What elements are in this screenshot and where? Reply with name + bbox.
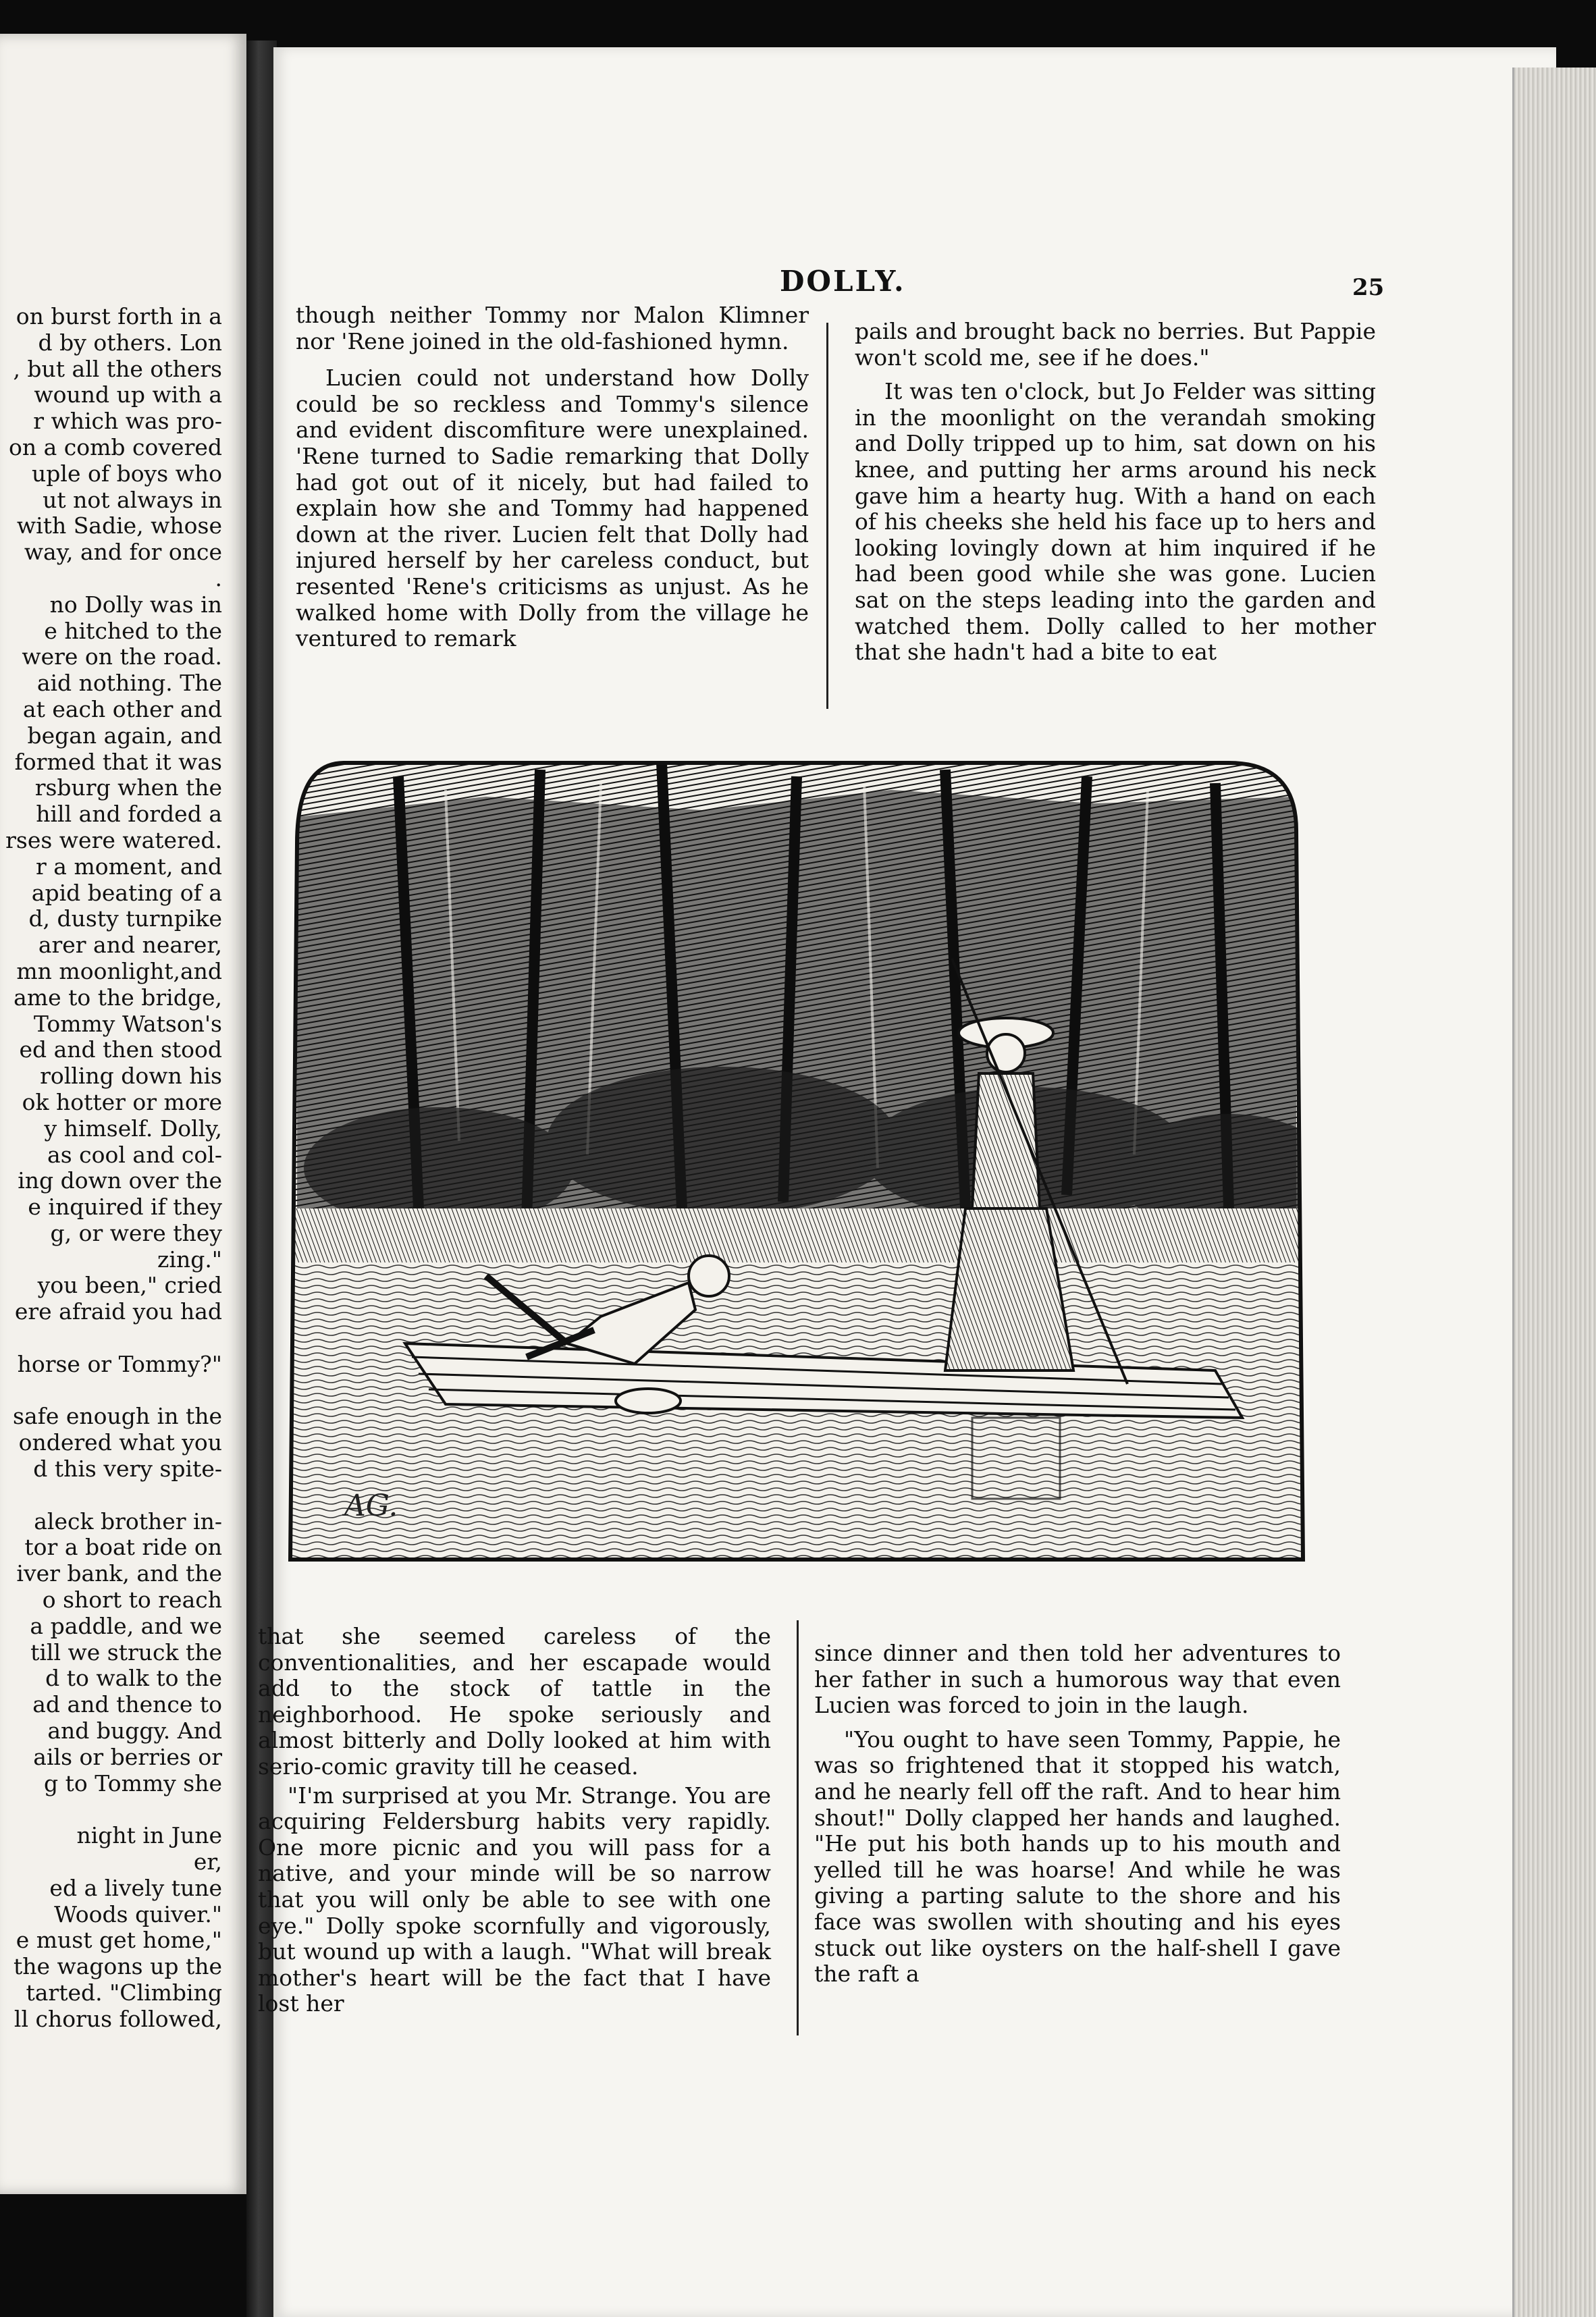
- facing-page-text: [0, 304, 222, 2033]
- facing-page-line: way, and for once: [24, 539, 222, 566]
- facing-page-line: rses were watered.: [5, 826, 222, 853]
- paragraph: pails and brought back no berries. But Pappie won't scold me, see if he does.": [855, 318, 1376, 371]
- page-number: 25: [1352, 274, 1385, 301]
- facing-page-line: [0, 1796, 222, 1823]
- facing-page-line: at each other and: [22, 695, 222, 722]
- facing-page-line: [0, 1378, 222, 1404]
- facing-page-line: till we struck the: [30, 1639, 222, 1666]
- artist-monogram-icon: AG.: [344, 1489, 398, 1523]
- facing-page-line: r which was pro-: [33, 408, 222, 435]
- facing-page-line: ame to the bridge,: [14, 984, 222, 1011]
- facing-page-line: were on the road.: [22, 643, 222, 670]
- facing-page-line: tarted. "Climbing: [26, 1979, 222, 2006]
- facing-page-line: [0, 1483, 222, 1509]
- facing-page-line: e must get home,": [16, 1927, 222, 1954]
- facing-page-line: aleck brother in-: [34, 1508, 222, 1535]
- facing-page-line: with Sadie, whose: [16, 512, 222, 539]
- facing-page-line: ok hotter or more: [22, 1088, 222, 1115]
- paragraph: "You ought to have seen Tommy, Pappie, he was so frightened that it stopped his watch, and he nearly fell off the raft. And to hear him shout!" Dolly clapped her hands and laughed. "He put his both hands up to his mouth and yelled till he was hoarse! And while he was giving a parting salute to the shore and his face was swollen with shouting and his eyes stuck out like oysters on the half-shell I gave the raft a: [814, 1726, 1341, 1988]
- facing-page-line: [0, 1325, 222, 1352]
- facing-page-line: a paddle, and we: [30, 1612, 222, 1639]
- facing-page-line: on burst forth in a: [16, 303, 222, 329]
- facing-page-line: g to Tommy she: [44, 1769, 222, 1796]
- facing-page-line: tor a boat ride on: [24, 1534, 222, 1561]
- column-bottom-left: [258, 1624, 771, 2017]
- facing-page-line: ll chorus followed,: [14, 2005, 222, 2032]
- paragraph: since dinner and then told her adventures to her father in such a humorous way that even Lucien was forced to join in the laugh.: [814, 1640, 1341, 1719]
- facing-page-line: hill and forded a: [36, 801, 222, 828]
- facing-page-line: .: [215, 564, 222, 591]
- facing-page-line: , but all the others: [13, 355, 222, 382]
- facing-page-line: rsburg when the: [34, 774, 222, 801]
- facing-page-line: wound up with a: [34, 381, 222, 408]
- paragraph: that she seemed careless of the conventionalities, and her escapade would add to the stock of tattle in the neighborhood. He spoke seriously and almost bitterly and Dolly looked at him with serio-comic gravity till he ceased.: [258, 1623, 771, 1780]
- facing-page-line: formed that it was: [14, 748, 222, 775]
- facing-page-line: d by others. Lon: [38, 329, 222, 356]
- facing-page-line: ails or berries or: [33, 1743, 222, 1770]
- facing-page-line: horse or Tommy?": [17, 1350, 222, 1377]
- engraving-illustration: [284, 736, 1310, 1573]
- facing-page-line: ere afraid you had: [14, 1298, 222, 1325]
- facing-page-line: uple of boys who: [32, 460, 222, 487]
- facing-page-line: e hitched to the: [44, 617, 222, 644]
- facing-page-line: y himself. Dolly,: [44, 1115, 222, 1142]
- column-top-right: [855, 319, 1376, 666]
- facing-page-line: er,: [193, 1848, 222, 1875]
- facing-page: [0, 34, 246, 2194]
- facing-page-line: the wagons up the: [13, 1953, 222, 1980]
- facing-page-line: ad and thence to: [32, 1691, 222, 1718]
- column-rule: [797, 1620, 799, 2035]
- facing-page-line: night in June: [76, 1822, 222, 1849]
- facing-page-line: mn moonlight,and: [16, 957, 222, 984]
- facing-page-line: ed and then stood: [19, 1036, 222, 1063]
- page-edges: [1512, 68, 1596, 2317]
- running-title: DOLLY.: [780, 265, 906, 298]
- paragraph: "I'm surprised at you Mr. Strange. You are acquiring Feldersburg habits very rapidly. One more picnic and you will pass for a native, and your minde will be so narrow that you will only be able to see with one eye." Dolly spoke scornfully and vigorously, but wound up with a laugh. "What will break mother's heart will be the fact that I have lost her: [258, 1782, 771, 2017]
- facing-page-line: g, or were they: [50, 1219, 222, 1246]
- facing-page-line: d to walk to the: [45, 1665, 222, 1692]
- facing-page-line: arer and nearer,: [38, 932, 222, 959]
- column-top-left: [296, 302, 809, 652]
- facing-page-line: on a comb covered: [9, 433, 222, 460]
- facing-page-line: e inquired if they: [28, 1194, 222, 1221]
- facing-page-line: ed a lively tune: [49, 1874, 222, 1901]
- facing-page-line: Tommy Watson's: [33, 1010, 222, 1037]
- paragraph: Lucien could not understand how Dolly could be so reckless and Tommy's silence and evident discomfiture were unexplained. 'Rene turned to Sadie remarking that Dolly had got out of it nicely, but had failed to explain how she and Tommy had happened down at the river. Lucien felt that Dolly had injured herself by her careless conduct, but resented 'Rene's criticisms as unjust. As he walked home with Dolly from the village he ventured to remark: [296, 365, 809, 652]
- facing-page-line: ing down over the: [18, 1167, 222, 1194]
- facing-page-line: o short to reach: [42, 1587, 222, 1614]
- facing-page-line: ondered what you: [18, 1429, 222, 1456]
- paragraph: It was ten o'clock, but Jo Felder was sitting in the moonlight on the verandah smoking and Dolly tripped up to him, sat down on his knee, and putting her arms around his neck gave him a hearty hug. With a hand on each of his cheeks she held his face up to hers and looking lovingly down at him inquired if he had been good while she was gone. Lucien sat on the steps leading into the garden and watched them. Dolly called to her mother that she hadn't had a bite to eat: [855, 378, 1376, 666]
- facing-page-line: zing.": [157, 1246, 222, 1273]
- column-bottom-right: [814, 1641, 1341, 1988]
- facing-page-line: ut not always in: [43, 486, 222, 513]
- facing-page-line: r a moment, and: [36, 853, 222, 880]
- facing-page-line: apid beating of a: [31, 879, 222, 906]
- facing-page-line: iver bank, and the: [16, 1560, 222, 1587]
- facing-page-line: safe enough in the: [13, 1403, 222, 1430]
- facing-page-line: began again, and: [27, 722, 222, 749]
- column-rule: [826, 323, 828, 709]
- facing-page-line: no Dolly was in: [49, 591, 222, 618]
- facing-page-line: d this very spite-: [33, 1456, 222, 1483]
- facing-page-line: rolling down his: [40, 1063, 222, 1090]
- facing-page-line: and buggy. And: [47, 1717, 222, 1745]
- paragraph: though neither Tommy nor Malon Klimner nor 'Rene joined in the old-fashioned hymn.: [296, 302, 809, 354]
- facing-page-line: Woods quiver.": [54, 1900, 222, 1927]
- facing-page-line: you been," cried: [37, 1272, 222, 1299]
- facing-page-line: as cool and col-: [47, 1141, 222, 1168]
- facing-page-line: d, dusty turnpike: [28, 905, 222, 932]
- facing-page-line: aid nothing. The: [36, 670, 222, 697]
